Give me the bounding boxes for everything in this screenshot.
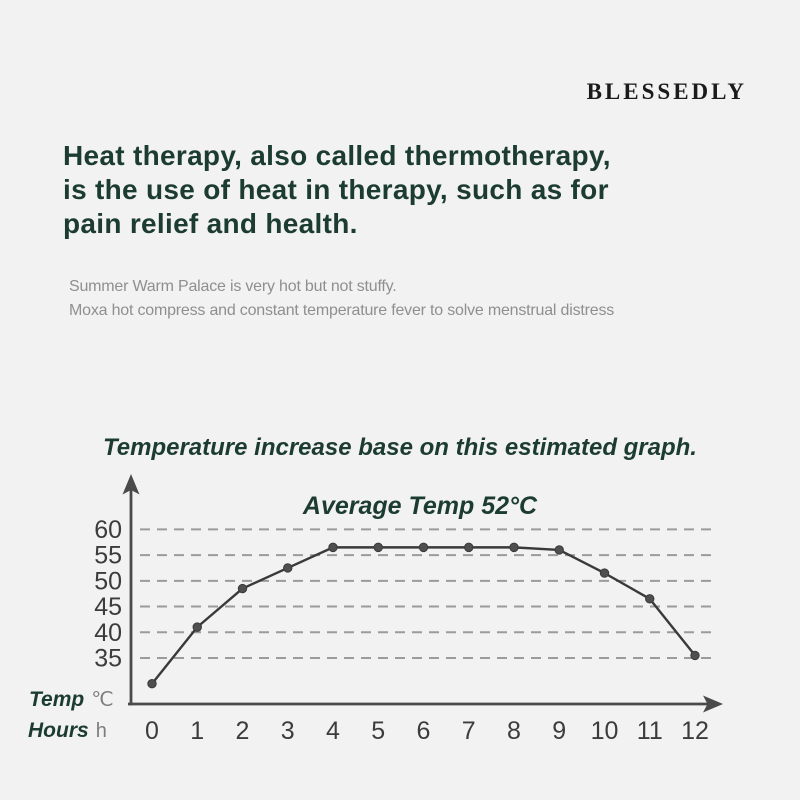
x-tick-label: 2 <box>235 717 250 745</box>
data-point <box>284 564 292 572</box>
y-tick-label: 45 <box>94 593 122 622</box>
data-point <box>374 543 382 551</box>
x-tick-label: 4 <box>326 717 340 745</box>
data-point <box>329 543 337 551</box>
x-tick-label: 1 <box>190 717 205 745</box>
hours-unit: h <box>95 720 107 742</box>
description <box>69 275 614 323</box>
data-point <box>419 543 427 551</box>
chart-annotation: Average Temp 52°C <box>302 492 538 520</box>
chart-title: Temperature increase base on this estimated graph. <box>103 434 697 461</box>
data-point <box>691 651 699 659</box>
x-tick-label: 10 <box>590 717 619 745</box>
data-point <box>238 584 246 592</box>
headline-line-1: Heat therapy, also called thermotherapy, <box>63 140 611 171</box>
x-tick-label: 0 <box>145 717 159 745</box>
description-line-1: Summer Warm Palace is very hot but not stuffy. <box>69 278 397 295</box>
x-axis-name: Hours <box>28 719 89 742</box>
data-point <box>600 569 608 577</box>
temperature-line <box>152 547 695 683</box>
y-tick-label: 60 <box>94 515 122 544</box>
x-axis-arrow-icon <box>703 696 723 713</box>
x-tick-label: 6 <box>416 717 431 745</box>
x-tick-label: 7 <box>461 717 476 745</box>
data-point <box>555 546 563 554</box>
y-axis-arrow-icon <box>123 474 140 495</box>
x-tick-label: 11 <box>636 717 663 745</box>
y-tick-label: 50 <box>94 567 122 596</box>
y-tick-label: 55 <box>94 541 122 570</box>
headline <box>63 139 611 241</box>
data-point <box>646 595 654 603</box>
y-tick-label: 40 <box>94 618 122 647</box>
y-tick-label: 35 <box>94 644 122 673</box>
x-tick-label: 5 <box>371 717 386 745</box>
y-axis-name: Temp <box>29 688 85 711</box>
x-tick-label: 9 <box>552 717 567 745</box>
data-point <box>148 680 156 688</box>
x-tick-label: 8 <box>507 717 521 745</box>
data-point <box>193 623 201 631</box>
x-tick-label: 12 <box>681 717 709 745</box>
headline-line-2: is the use of heat in therapy, such as for <box>63 174 609 205</box>
x-tick-label: 3 <box>280 717 295 745</box>
brand-logo: BLESSEDLY <box>586 79 747 104</box>
data-point <box>465 543 473 551</box>
data-point <box>510 543 518 551</box>
y-axis-label <box>29 687 114 712</box>
headline-line-3: pain relief and health. <box>63 208 358 239</box>
description-line-2: Moxa hot compress and constant temperature fever to solve menstrual distress <box>69 302 615 319</box>
celsius-unit: ℃ <box>91 689 114 711</box>
x-axis-label <box>28 719 107 743</box>
